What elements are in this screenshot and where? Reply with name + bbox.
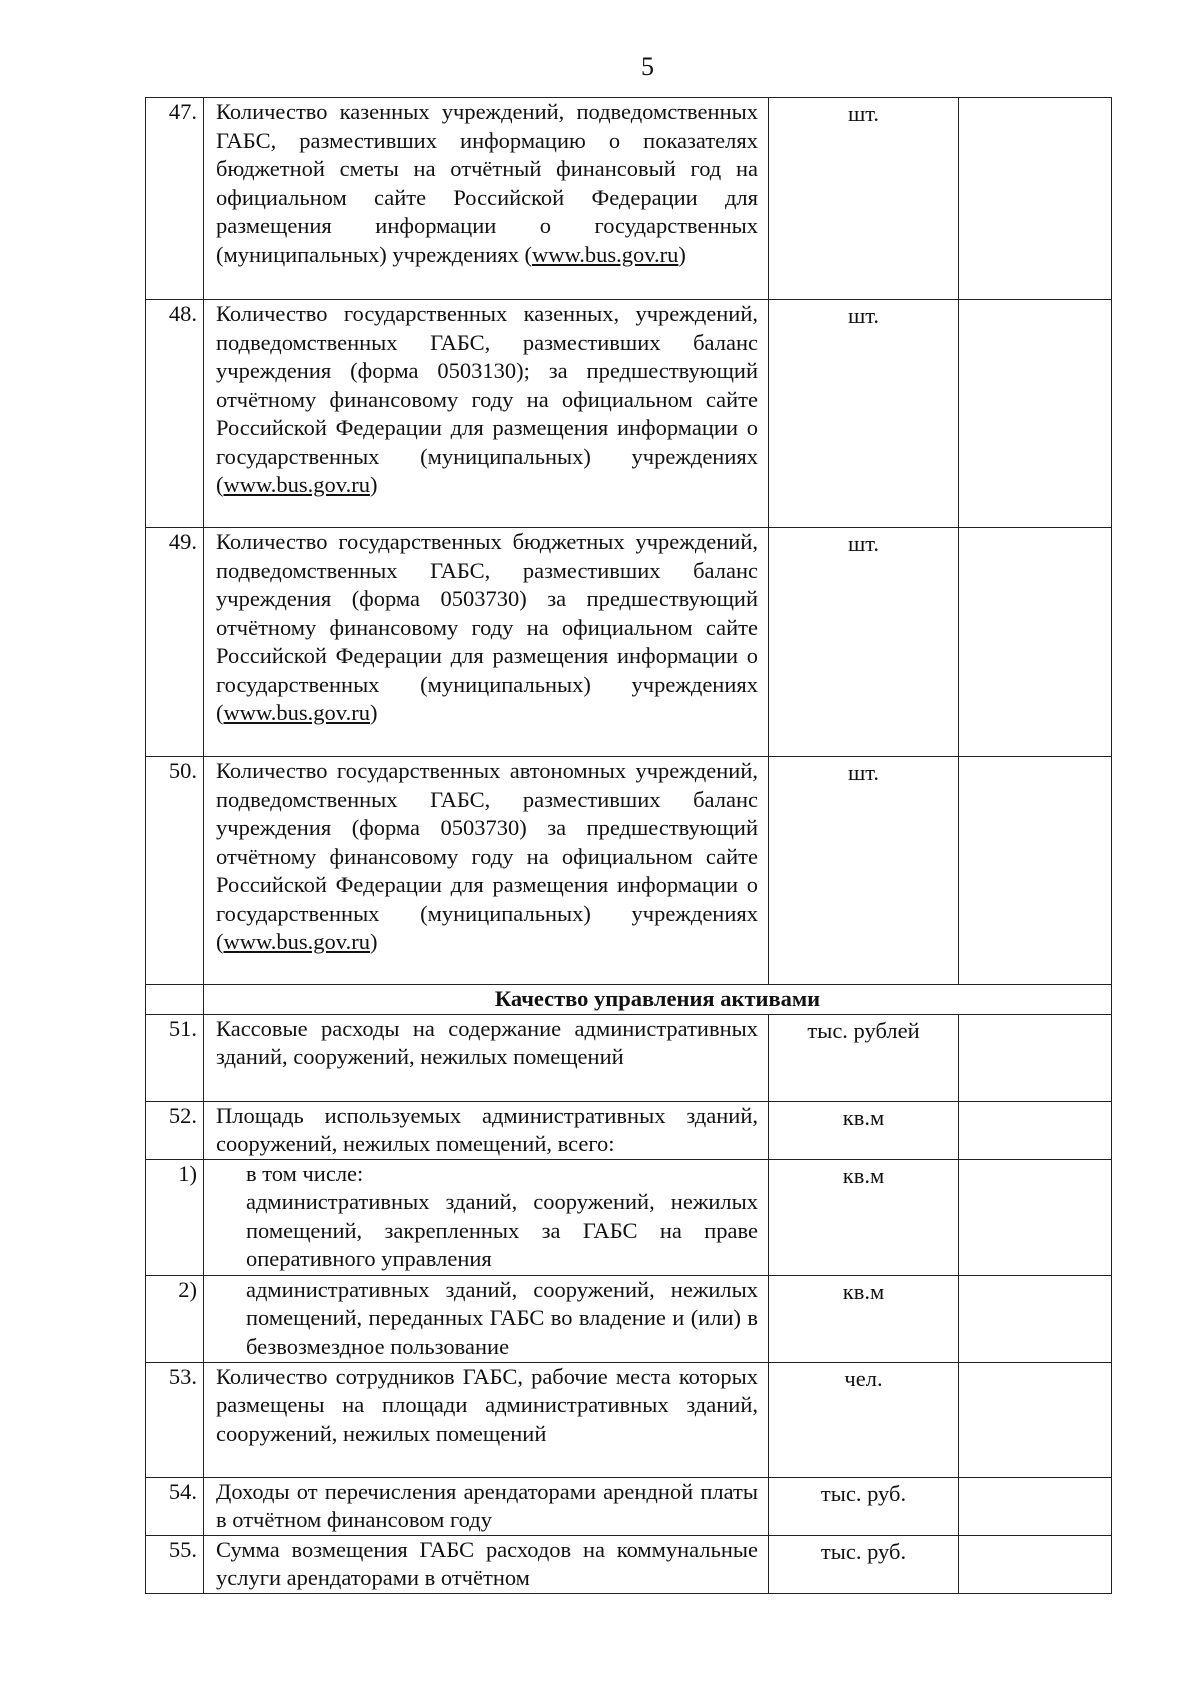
table-row (146, 1101, 1112, 1159)
row-value-cell (959, 528, 1112, 757)
table-row (146, 98, 1112, 300)
table-row (146, 528, 1112, 757)
row-number: 49. (146, 528, 204, 757)
bus-gov-link[interactable]: www.bus.gov.ru (223, 700, 370, 725)
section-title: Качество управления активами (204, 985, 1112, 1015)
section-empty-cell (146, 985, 204, 1015)
row-description: Количество государственных казенных, учреждений, подведомственных ГАБС, разместивших баланс учреждения (форма 0503130); за предшествующий отчётному финансовому году на официальном сайте Российской Федерации для размещения информации о государственных (муниципальных) учреждениях (www.bus.gov.ru) (204, 300, 769, 528)
row-value-cell (959, 1275, 1112, 1362)
table-row (146, 300, 1112, 528)
page-number: 5 (641, 52, 654, 81)
row-unit: тыс. рублей (769, 1014, 959, 1101)
table-row (146, 757, 1112, 985)
row-description: Количество казенных учреждений, подведомственных ГАБС, разместивших информацию о показателях бюджетной сметы на отчётный финансовый год на официальном сайте Российской Федерации для размещения информации о государственных (муниципальных) учреждениях (www.bus.gov.ru) (204, 98, 769, 300)
row-description: Доходы от перечисления арендаторами арендной платы в отчётном финансовом году (204, 1477, 769, 1535)
table-row (146, 1535, 1112, 1593)
row-unit: кв.м (769, 1159, 959, 1275)
row-number: 51. (146, 1014, 204, 1101)
row-number: 52. (146, 1101, 204, 1159)
bus-gov-link[interactable]: www.bus.gov.ru (531, 241, 679, 267)
section-row (146, 985, 1112, 1015)
table-row (146, 1275, 1112, 1362)
row-value-cell (959, 300, 1112, 528)
row-value-cell (959, 98, 1112, 300)
row-number: 1) (146, 1159, 204, 1275)
row-value-cell (959, 1477, 1112, 1535)
row-value-cell (959, 1014, 1112, 1101)
row-description: Кассовые расходы на содержание административных зданий, сооружений, нежилых помещений (204, 1014, 769, 1101)
row-description: Количество сотрудников ГАБС, рабочие места которых размещены на площади административных зданий, сооружений, нежилых помещений (204, 1362, 769, 1477)
row-description: Площадь используемых административных зданий, сооружений, нежилых помещений, всего: (204, 1101, 769, 1159)
row-description-intro: в том числе: (246, 1160, 364, 1186)
row-description: Количество государственных автономных учреждений, подведомственных ГАБС, разместивших баланс учреждения (форма 0503730) за предшествующий отчётному финансовому году на официальном сайте Российской Федерации для размещения информации о государственных (муниципальных) учреждениях (www.bus.gov.ru) (204, 757, 769, 985)
row-unit: шт. (769, 300, 959, 528)
row-unit: тыс. руб. (769, 1535, 959, 1593)
row-unit: шт. (769, 757, 959, 985)
row-value-cell (959, 1535, 1112, 1593)
table-row (146, 1362, 1112, 1477)
row-description: Количество государственных бюджетных учреждений, подведомственных ГАБС, разместивших баланс учреждения (форма 0503730) за предшествующий отчётному финансовому году на официальном сайте Российской Федерации для размещения информации о государственных (муниципальных) учреждениях (www.bus.gov.ru) (204, 528, 769, 757)
table-row (146, 1014, 1112, 1101)
row-value-cell (959, 1101, 1112, 1159)
row-number: 55. (146, 1535, 204, 1593)
bus-gov-link[interactable]: www.bus.gov.ru (223, 472, 370, 497)
row-unit: тыс. руб. (769, 1477, 959, 1535)
row-number: 53. (146, 1362, 204, 1477)
table-row (146, 1477, 1112, 1535)
row-value-cell (959, 1159, 1112, 1275)
row-number: 50. (146, 757, 204, 985)
row-value-cell (959, 1362, 1112, 1477)
indicators-table (145, 97, 1112, 1594)
row-description: административных зданий, сооружений, нежилых помещений, переданных ГАБС во владение и (или) в безвозмездное пользование (204, 1275, 769, 1362)
row-value-cell (959, 757, 1112, 985)
row-number: 48. (146, 300, 204, 528)
row-unit: шт. (769, 98, 959, 300)
bus-gov-link[interactable]: www.bus.gov.ru (223, 929, 370, 954)
row-number: 54. (146, 1477, 204, 1535)
row-description: Сумма возмещения ГАБС расходов на коммунальные услуги арендаторами в отчётном (204, 1535, 769, 1593)
row-unit: чел. (769, 1362, 959, 1477)
table-row (146, 1159, 1112, 1275)
row-unit: кв.м (769, 1275, 959, 1362)
row-number: 2) (146, 1275, 204, 1362)
row-unit: шт. (769, 528, 959, 757)
row-unit: кв.м (769, 1101, 959, 1159)
row-number: 47. (146, 98, 204, 300)
row-description: в том числе: административных зданий, сооружений, нежилых помещений, закрепленных за ГАБС на праве оперативного управления (204, 1159, 769, 1275)
